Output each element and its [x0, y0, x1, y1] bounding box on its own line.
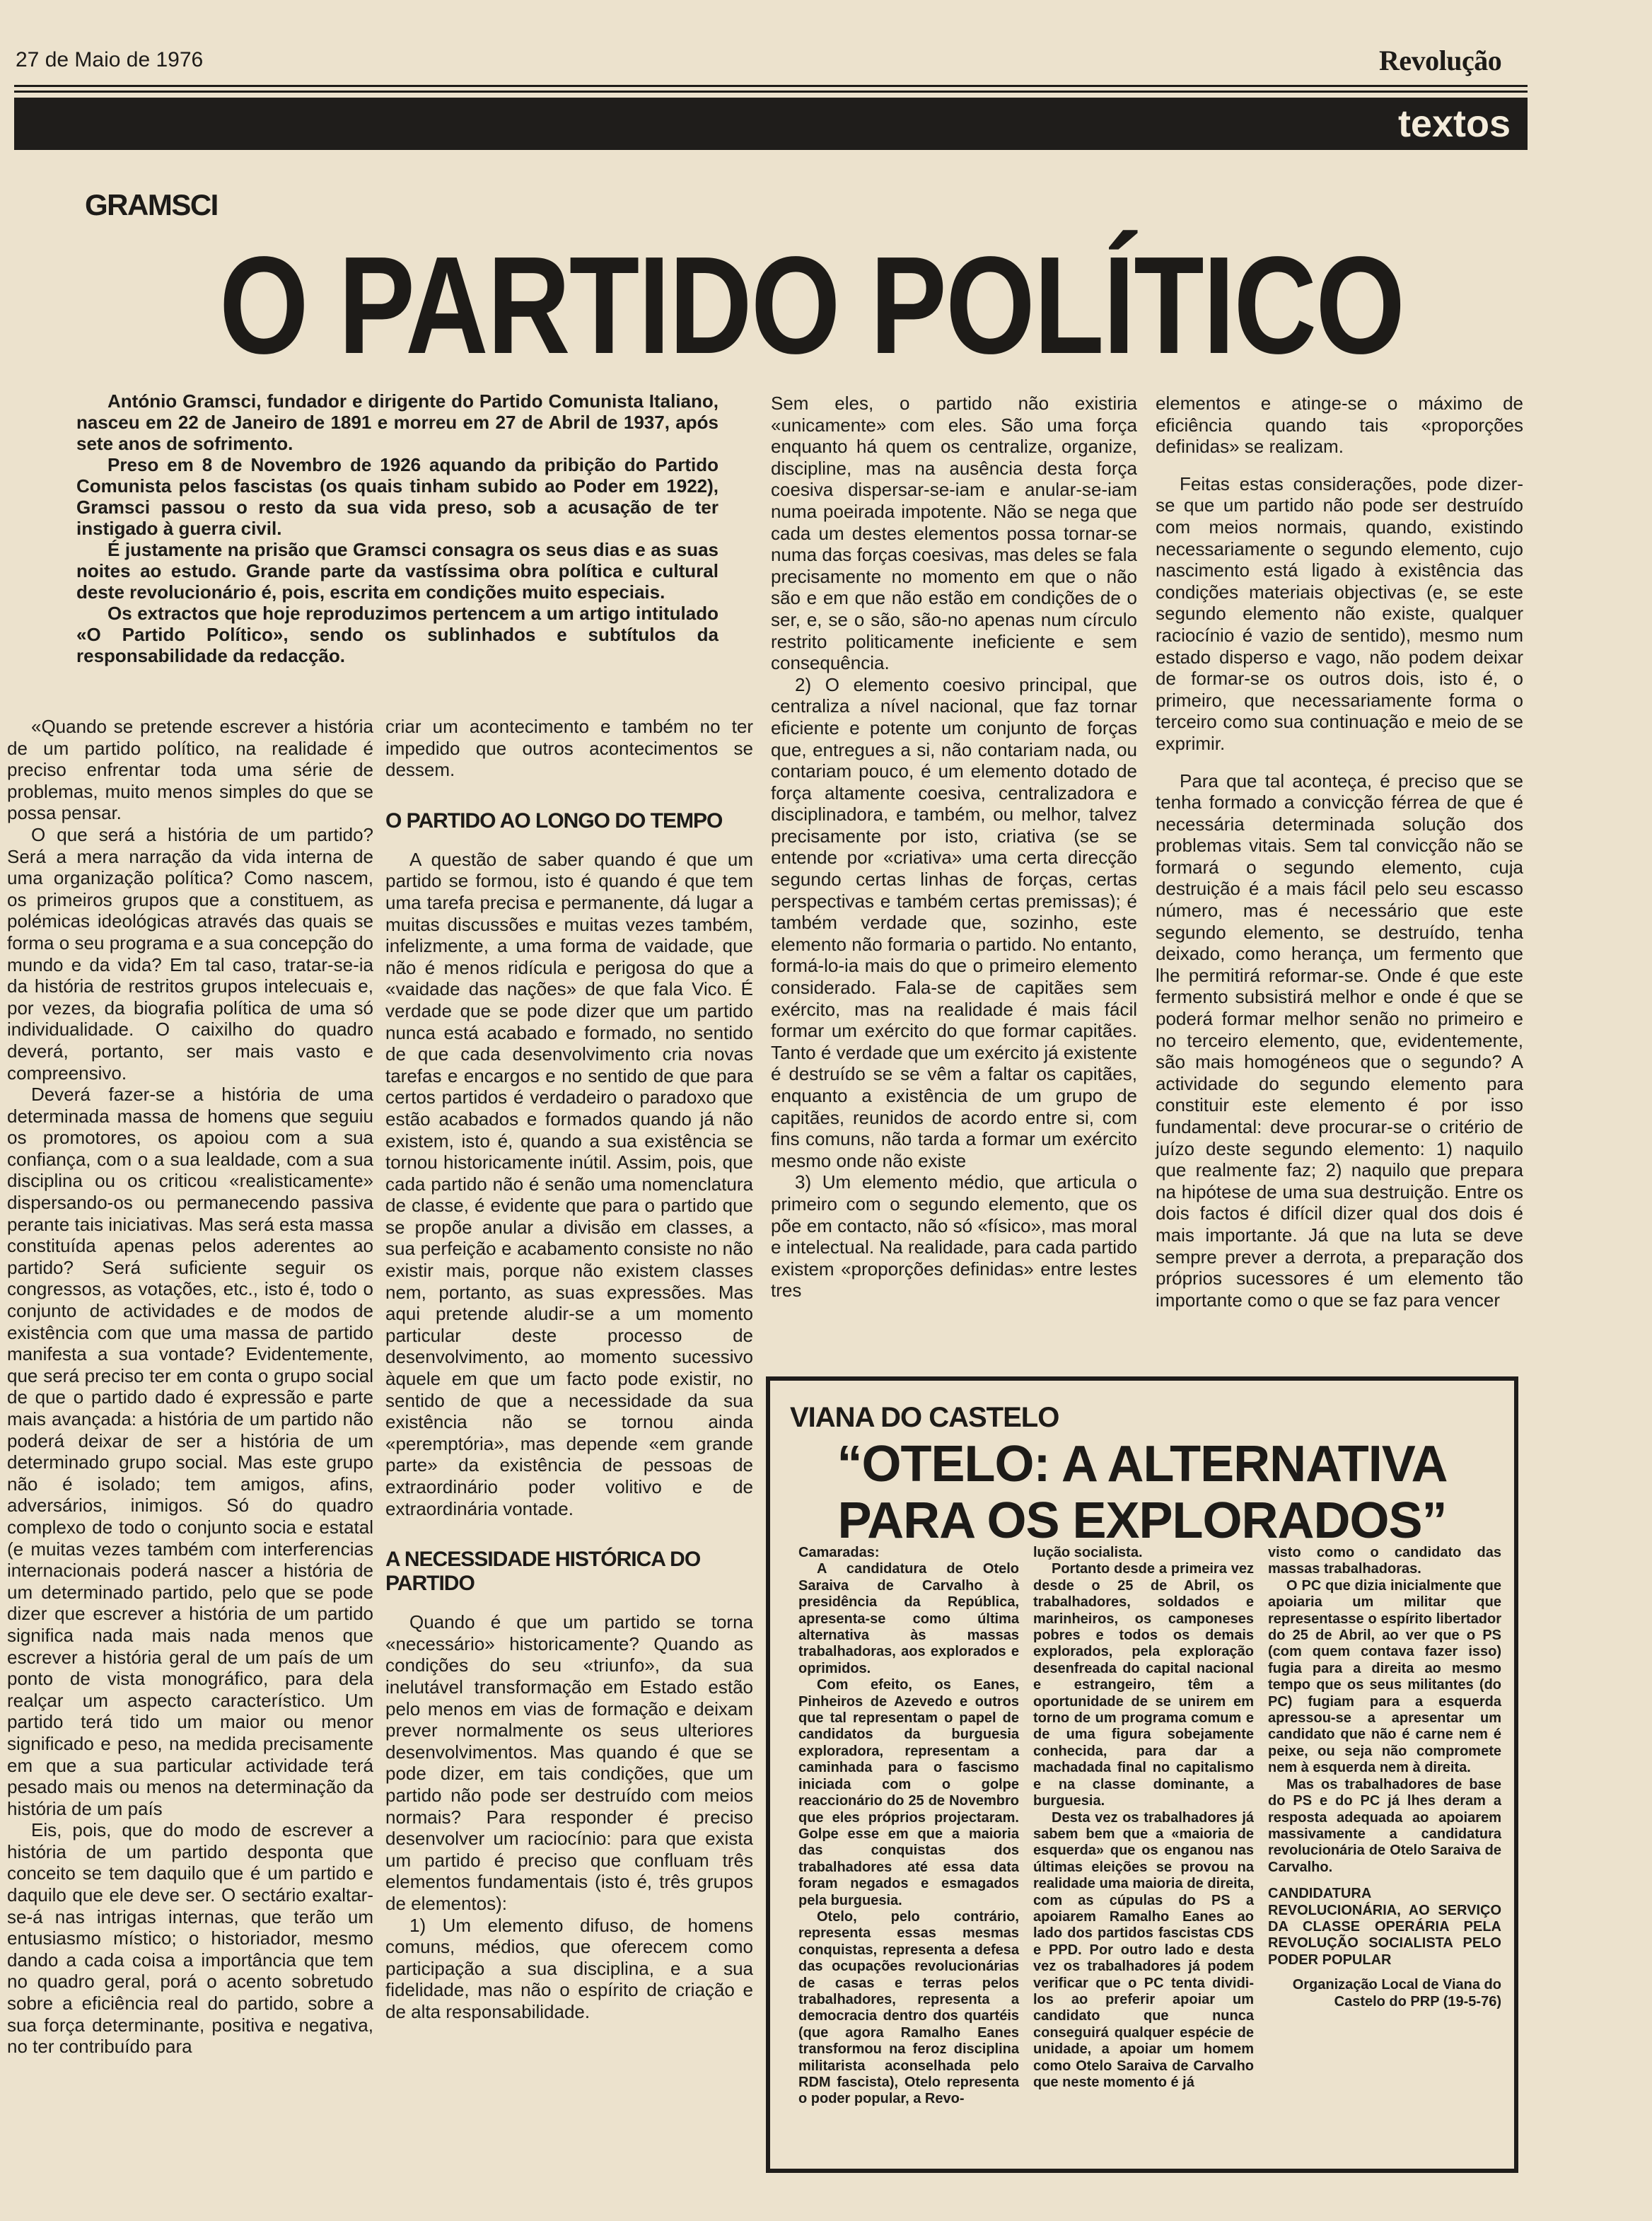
- body-paragraph: «Quando se pretende escrever a história de um partido político, na realidade é preciso enfrentar toda uma série de problemas, muito menos simples do que se possa pensar.: [7, 716, 373, 824]
- box-column-2: [1033, 1545, 1254, 2091]
- subheading: O PARTIDO AO LONGO DO TEMPO: [385, 808, 723, 833]
- lead-paragraph: António Gramsci, fundador e dirigente do Partido Comunista Italiano, nasceu em 22 de Janeiro de 1891 e morreu em 27 de Abril de 1937, após sete anos de sofrimento.: [76, 390, 719, 454]
- article-column-4: [1156, 393, 1523, 1311]
- section-bar: [14, 98, 1528, 150]
- article-column-1: [7, 716, 373, 2058]
- body-paragraph: Eis, pois, que do modo de escrever a história de um partido desponta que conceito se tem daquilo que é um partido e daquilo que ele deve ser. O sectário exaltar-se-á nas intrigas internas, que terão um entusiasmo místico; o historiador, mesmo dando a cada coisa a importância que tem no quadro geral, porá o acento sobretudo sobre a eficiência real do partido, sobre a sua força determinante, positiva e negativa, no ter contribuído para: [7, 1819, 373, 2058]
- article-title: O PARTIDO POLÍTICO: [219, 228, 1404, 383]
- box-paragraph: Portanto desde a primeira vez desde o 25 de Abril, os trabalhadores, soldados e marinheiros, os camponeses pobres e todos os demais explorados, pela exploração desenfreada do capital nacional e estrangeiro, têm a oportunidade de se unirem em torno de um programa comum e de uma figura sobejamente conhecida, para dar a machadada final no capitalismo e na classe dominante, a burguesia.: [1033, 1561, 1254, 1809]
- box-paragraph: Com efeito, os Eanes, Pinheiros de Azevedo e outros que tal representam o papel de candidatos da burguesia exploradora, representam a caminhada para o fascismo iniciada com o golpe reaccionário do 25 de Novembro que eles próprios projectaram. Golpe esse em que a maioria das conquistas dos trabalhadores até essa data foram negados e esmagados pela burguesia.: [798, 1677, 1019, 1908]
- body-paragraph: Deverá fazer-se a história de uma determinada massa de homens que seguiu os promotores, os apoiou com a sua confiança, com o a sua lealdade, com a sua disciplina ou os criticou «realisticamente» dispersando-os ou permanecendo passiva perante tais iniciativas. Mas será esta massa constituída apenas pelos aderentes ao partido? Será suficiente seguir os congressos, as votações, etc., isto é, todo o conjunto de actividades e de modos de existência com que uma massa de partido manifesta a sua vontade? Evidentemente, que será preciso ter em conta o grupo social de que o partido dado é expressão e parte mais avançada: a história de um partido não poderá deixar de ser a história de um determinado grupo social. Mas este grupo não é isolado; tem amigos, afins, adversários, inimigos. Só do quadro complexo de todo o conjunto socia e estatal (e muitas vezes também com interferencias internacionais poderá nascer a história de um determinado partido, pelo que se pode dizer que escrever a história de um partido significa nada mais nada menos que escrever a história geral de um país de um ponto de vista monográfico, para dela realçar um aspecto característico. Um partido terá tido um maior ou menor significado e peso, na medida precisamente em que a sua particular actividade terá pesado mais ou menos na determinação da história de um país: [7, 1084, 373, 1819]
- box-paragraph: visto como o candidato das massas trabalhadoras.: [1268, 1545, 1501, 1577]
- subheading: A NECESSIDADE HISTÓRICA DO PARTIDO: [385, 1548, 701, 1596]
- body-paragraph: A questão de saber quando é que um partido se formou, isto é quando é que tem uma tarefa precisa e permanente, dá lugar a muitas discussões e muitas vezes também, infelizmente, a uma forma de vaidade, que não é menos ridícula e perigosa do que a «vaidade das nações» de que fala Vico. É verdade que se pode dizer que um partido nunca está acabado e formado, no sentido de que cada desenvolvimento cria novas tarefas e encargos e no sentido de que para certos partidos é verdadeiro o paradoxo que estão acabados e formados quando já não existem, isto é, quando a sua existência se tornou historicamente inútil. Assim, pois, que cada partido não é senão uma nomenclatura de classe, é evidente que para o partido que se propõe anular a divisão em classes, a sua perfeição e acabamento consiste no não existir mais, porque não existem classes nem, portanto, as suas expressões. Mas aqui pretende aludir-se a um momento particular deste processo de desenvolvimento, ao momento sucessivo àquele em que um facto pode existir, no sentido de que a necessidade da sua existência não se tornou ainda «peremptória», mas depende «em grande parte» da existência de pessoas de extraordinário poder volitivo e de extraordinária vontade.: [385, 848, 753, 1519]
- box-title: [770, 1436, 1514, 1549]
- body-paragraph: Feitas estas considerações, pode dizer-se que um partido não pode ser destruído com meios normais, quando, existindo necessariamente o segundo elemento, cujo nascimento está ligado à existência das condições materiais objectivas (e, se este segundo elemento não existe, qualquer raciocínio é vazio de sentido), mesmo num estado disperso e vago, não podem deixar de formar-se os outros dois, isto é, o primeiro, que necessariamente forma o terceiro como sua continuação e meio de se exprimir.: [1156, 472, 1523, 754]
- box-column-1: [798, 1545, 1019, 2108]
- body-paragraph: O que será a história de um partido? Será a mera narração da vida interna de uma organização política? Como nascem, os primeiros grupos que a constituem, as polémicas ideológicas através das quais se forma o seu programa e a sua concepção do mundo e da vida? Em tal caso, tratar-se-ia da história de restritos grupos intelecuais e, por vezes, da biografia política de uma só individualidade. O caixilho do quadro deverá, portanto, ser mais vasto e compreensivo.: [7, 823, 373, 1084]
- box-paragraph: Otelo, pelo contrário, representa essas mesmas conquistas, representa a defesa das ocupações revolucionárias de casas e terras pelos trabalhadores, representa a democracia dentro dos quartéis (que agora Ramalho Eanes transformou na feroz disciplina militarista aconselhada pelo RDM fascista), Otelo representa o poder popular, a Revo-: [798, 1908, 1019, 2107]
- article-kicker: GRAMSCI: [85, 188, 218, 221]
- publication-name: Revolução: [1379, 45, 1502, 76]
- body-paragraph: Sem eles, o partido não existiria «unicamente» com eles. São uma força enquanto há quem os centralize, organize, discipline, mas na ausência desta força coesiva dispersar-se-iam e anular-se-iam numa poeirada impotente. Não se nega que cada um destes elementos possa tornar-se numa das forças coesivas, mas deles se fala precisamente no momento em que o não são e em que não estão em condições de o ser, e, se o são, são-no apenas num círculo restrito politicamente ineficiente e sem consequência.: [771, 393, 1137, 674]
- box-paragraph: lução socialista.: [1033, 1545, 1143, 1560]
- article-column-2: [385, 716, 753, 2022]
- body-paragraph: Quando é que um partido se torna «necessário» historicamente? Quando as condições do seu «triunfo», da sua inelutável transformação em Estado estão pelo menos em vias de formação e deixam prever normalmente os seus ulteriores desenvolvimentos. Mas quando é que se pode dizer, em tais condições, que um partido não pode ser destruído com meios normais? Para responder é preciso desenvolver um raciocínio: para que exista um partido é preciso que confluam três elementos fundamentais (isto é, três grupos de elementos):: [385, 1611, 753, 1914]
- box-paragraph: Desta vez os trabalhadores já sabem bem que a «maioria de esquerda» que os enganou nas últimas eleições se provou na realidade uma maioria de direita, com as cúpulas do PS a apoiarem Ramalho Eanes ao lado dos partidos fascistas CDS e PPD. Por outro lado e desta vez os trabalhadores já podem verificar que o PC tenta dividi-los ao preferir apoiar um candidato que nunca conseguirá qualquer espécie de unidade, a apoiar um homem como Otelo Saraiva de Carvalho que neste momento é já: [1033, 1809, 1254, 2090]
- header-rule: [14, 85, 1528, 87]
- body-paragraph: criar um acontecimento e também no ter impedido que outros acontecimentos se dessem.: [385, 716, 753, 781]
- article-column-3: [771, 393, 1137, 1301]
- box-title-line: “OTELO: A ALTERNATIVA: [837, 1436, 1448, 1492]
- lead-paragraph: É justamente na prisão que Gramsci consagra os seus dias e as suas noites ao estudo. Grande parte da vastíssima obra política e cultural deste revolucionário é, pois, escrita em condições muito especiais.: [76, 539, 719, 603]
- issue-date: 27 de Maio de 1976: [16, 48, 204, 71]
- box-paragraph: A candidatura de Otelo Saraiva de Carvalho à presidência da República, apresenta-se como última alternativa às massas trabalhadoras, aos explorados e oprimidos.: [798, 1561, 1019, 1676]
- box-paragraph: Camaradas:: [798, 1545, 880, 1560]
- box-signature: Organização Local de Viana do Castelo do PRP (19-5-76): [1292, 1977, 1501, 2010]
- body-paragraph: 3) Um elemento médio, que articula o primeiro com o segundo elemento, que os põe em contacto, não só «físico», mas moral e intelectual. Na realidade, para cada partido existem «proporções definidas» entre lestes tres: [771, 1171, 1137, 1301]
- header-rule: [14, 91, 1528, 93]
- box-column-3: [1268, 1545, 1501, 2010]
- box-kicker: VIANA DO CASTELO: [790, 1402, 1059, 1433]
- article-lead: [76, 390, 719, 666]
- campaign-slogan: CANDIDATURA REVOLUCIONÁRIA, AO SERVIÇO DA CLASSE OPERÁRIA PELA REVOLUÇÃO SOCIALISTA PELO PODER POPULAR: [1268, 1886, 1501, 1968]
- body-paragraph: Para que tal aconteça, é preciso que se tenha formado a convicção férrea de que é necessária determinada solução dos problemas vitais. Sem tal convicção não se formará o segundo elemento, cuja destruição é a mais fácil pelo seu escasso número, mas é necessário que este segundo elemento, se destruído, tenha deixado, como herança, um fermento que lhe permitirá reformar-se. Onde é que este fermento subsistirá melhor e onde é que se poderá formar melhor senão no primeiro e no terceiro elemento, que, evidentemente, são mais homogéneos que o segundo? A actividade do segundo elemento para constituir este elemento é por isso fundamental: deve procurar-se o critério de juízo deste segundo elemento: 1) naquilo que realmente faz; 2) naquilo que prepara na hipótese de uma sua destruição. Entre os dois factos é difícil dizer qual dos dois é mais importante. Já que na luta se deve sempre prever a derrota, a preparação dos próprios sucessores é um elemento tão importante como o que se faz para vencer: [1156, 770, 1523, 1311]
- box-paragraph: Mas os trabalhadores de base do PS e do PC já lhes deram a resposta adequada ao apoiarem massivamente a candidatura revolucionária de Otelo Saraiva de Carvalho.: [1268, 1776, 1501, 1875]
- box-title-line: PARA OS EXPLORADOS”: [837, 1492, 1447, 1549]
- body-paragraph: 1) Um elemento difuso, de homens comuns, médios, que oferecem como participação a sua disciplina, e a sua fidelidade, mas não o espírito de criação e de alta responsabilidade.: [385, 1914, 753, 2022]
- lead-paragraph: Preso em 8 de Novembro de 1926 aquando da pribição do Partido Comunista pelos fascistas (os quais tinham subido ao Poder em 1922), Gramsci passou o resto da sua vida preso, sob a acusação de ter instigado à guerra civil.: [76, 454, 719, 539]
- lead-paragraph: Os extractos que hoje reproduzimos pertencem a um artigo intitulado «O Partido Político», sendo os sublinhados e subtítulos da responsabilidade da redacção.: [76, 603, 719, 666]
- section-label: textos: [1397, 103, 1511, 145]
- body-paragraph: elementos e atinge-se o máximo de eficiência quando tais «proporções definidas» se realizam.: [1156, 393, 1523, 458]
- boxed-article: [766, 1376, 1518, 2173]
- body-paragraph: 2) O elemento coesivo principal, que centraliza a nível nacional, que faz tornar eficiente e potente um conjunto de forças que, entregues a si, não contariam nada, ou contariam pouco, é um elemento dotado de força altamente coesiva, centralizadora e disciplinadora, e também, ou melhor, talvez precisamente por isto, criativa (se se entende por «criativa» uma certa direcção segundo certas linhas de forças, certas perspectivas e também certas premissas); é também verdade que, sozinho, este elemento não formaria o partido. No entanto, formá-lo-ia mais do que o primeiro elemento considerado. Fala-se de capitães sem exército, mas na realidade é mais fácil formar um exército do que formar capitães. Tanto é verdade que um exército já existente é destruído se se vêm a faltar os capitães, enquanto a existência de um grupo de capitães, reunidos de acordo entre si, com fins comuns, não tarda a formar um exército mesmo onde não existe: [771, 673, 1137, 1171]
- box-paragraph: O PC que dizia inicialmente que apoiaria um militar que representasse o espírito libertador do 25 de Abril, ao ver que o PS (com quem contava fazer isso) fugia para a direita ao mesmo tempo que os seus militantes (do PC) fugiam para a esquerda apressou-se a apresentar um candidato que não é carne nem é peixe, ou seja não compromete nem à esquerda nem à direita.: [1268, 1577, 1501, 1776]
